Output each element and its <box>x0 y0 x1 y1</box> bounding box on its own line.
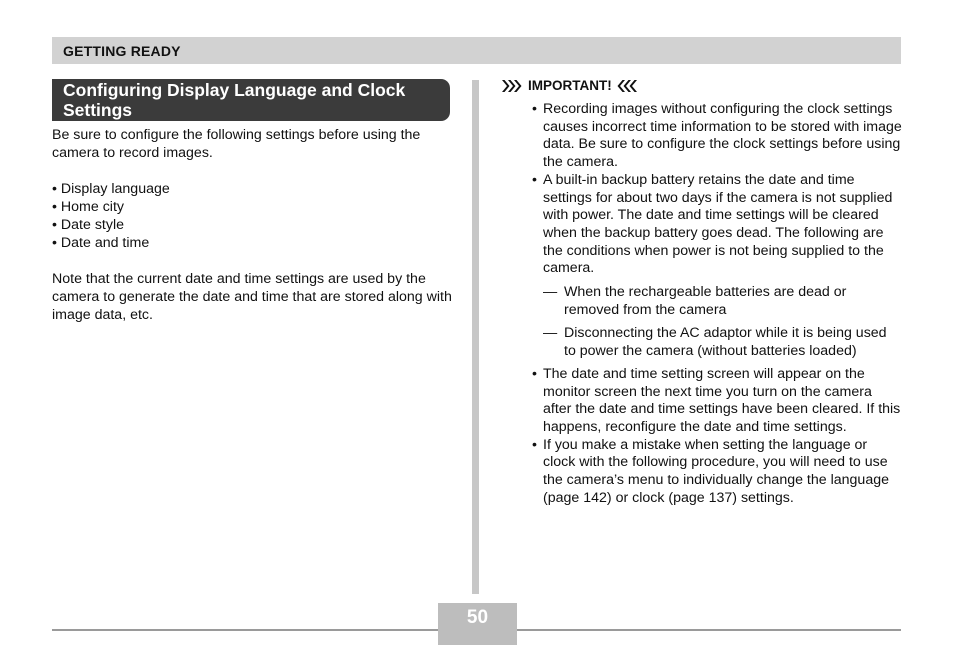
column-divider <box>472 80 479 594</box>
important-list <box>532 101 902 507</box>
header-band <box>52 37 901 64</box>
list-item: • Home city <box>52 199 124 215</box>
section-label: GETTING READY <box>63 43 181 59</box>
important-heading <box>501 78 638 94</box>
important-item-text: If you make a mistake when setting the language or clock with the following procedure, you will need to use the camera’s menu to individually change the language (page 142) or clock (page 137) settings. <box>543 436 889 506</box>
important-right-marks-icon <box>616 79 638 93</box>
right-column <box>532 101 902 507</box>
note-text: Note that the current date and time settings are used by the camera to generate the date and time that are stored along with image data, etc. <box>52 271 452 323</box>
important-item-text: A built-in backup battery retains the date and time settings for about two days if the camera is not supplied with power. The date and time settings will be cleared when the backup battery goes dead. The following are the conditions when power is not being supplied to the camera. <box>543 171 893 277</box>
sub-list-item <box>543 284 902 319</box>
important-left-marks-icon <box>501 79 523 93</box>
list-item: • Display language <box>52 181 170 197</box>
sub-item-text: Disconnecting the AC adaptor while it is being used to power the camera (without batteries loaded) <box>564 325 887 360</box>
important-item-text: The date and time setting screen will appear on the monitor screen the next time you turn on the camera after the date and time settings have been cleared. If this happens, reconfigure the date and time settings. <box>543 365 901 435</box>
sub-list-item <box>543 325 902 360</box>
left-column <box>52 126 452 324</box>
intro-text: Be sure to configure the following settings before using the camera to record images. <box>52 127 421 161</box>
page-title: Configuring Display Language and Clock Settings <box>52 79 450 121</box>
sub-item-text: When the rechargeable batteries are dead or removed from the camera <box>564 284 847 318</box>
dash-mark: — <box>543 325 558 342</box>
list-item: • Date and time <box>52 235 150 251</box>
list-item <box>532 101 902 172</box>
important-item-text: Recording images without configuring the clock settings causes incorrect time information to be stored with image data. Be sure to configure the clock settings before using the camera. <box>543 101 902 171</box>
list-item: • Date style <box>52 217 124 233</box>
dash-mark: — <box>543 284 558 301</box>
important-label: IMPORTANT! <box>528 78 612 93</box>
settings-list <box>52 180 452 252</box>
page-number: 50 <box>466 607 489 628</box>
list-item <box>532 172 902 361</box>
list-item <box>532 437 902 508</box>
list-item <box>532 366 902 437</box>
page-number-box <box>438 603 517 645</box>
